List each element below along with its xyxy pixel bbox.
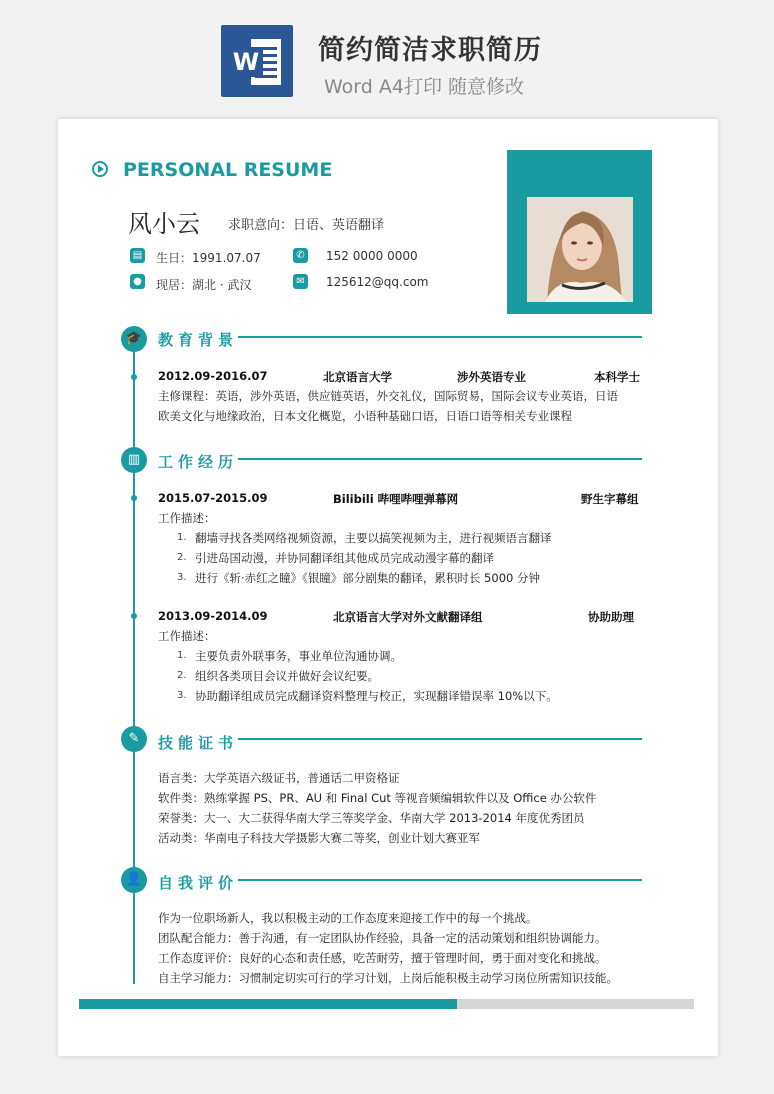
job-2-item-1: 主要负责外联事务，事业单位沟通协调。 bbox=[195, 649, 402, 663]
education-degree: 本科学士 bbox=[594, 370, 640, 384]
job-2-item-2: 组织各类项目会议并做好会议纪要。 bbox=[195, 669, 379, 683]
job-2-desc-label: 工作描述： bbox=[158, 629, 216, 643]
location-pin-icon: ● bbox=[130, 274, 145, 289]
banner-subtitle: Word A4打印 随意修改 bbox=[324, 76, 525, 98]
skills-line-1: 语言类：大学英语六级证书，普通话二甲资格证 bbox=[158, 771, 400, 785]
calendar-icon: ▤ bbox=[130, 248, 145, 263]
person-icon: 👤 bbox=[121, 867, 147, 893]
work-title: 工作经历 bbox=[158, 453, 239, 471]
graduation-cap-icon: 🎓 bbox=[121, 326, 147, 352]
play-circle-icon bbox=[92, 161, 108, 177]
job-1-item-1-num: 1. bbox=[177, 532, 187, 543]
education-title: 教育背景 bbox=[158, 331, 239, 349]
timeline-dot bbox=[131, 374, 137, 380]
job-2-item-3-num: 3. bbox=[177, 690, 187, 701]
word-logo-letter: W bbox=[229, 47, 263, 77]
resume-title: PERSONAL RESUME bbox=[123, 159, 333, 181]
banner-title: 简约简洁求职简历 bbox=[318, 35, 542, 66]
mouse-icon: ✎ bbox=[121, 726, 147, 752]
job-2-date: 2013.09-2014.09 bbox=[158, 609, 268, 623]
self-line-1: 作为一位职场新人，我以积极主动的工作态度来迎接工作中的每一个挑战。 bbox=[158, 911, 538, 925]
self-line-3: 工作态度评价：良好的心态和责任感，吃苦耐劳，擅于管理时间，勇于面对变化和挑战。 bbox=[158, 951, 607, 965]
skills-line-4: 活动类：华南电子科技大学摄影大赛二等奖，创业计划大赛亚军 bbox=[158, 831, 480, 845]
job-1-desc-label: 工作描述： bbox=[158, 511, 216, 525]
resume-page bbox=[58, 119, 718, 1056]
job-intention: 求职意向：日语、英语翻译 bbox=[228, 218, 385, 233]
email-address: 125612@qq.com bbox=[326, 275, 429, 289]
candidate-name: 风小云 bbox=[128, 210, 200, 238]
timeline-dot bbox=[131, 495, 137, 501]
education-school: 北京语言大学 bbox=[323, 370, 392, 384]
job-1-role: 野生字幕组 bbox=[581, 492, 639, 506]
banner bbox=[0, 0, 774, 115]
education-divider bbox=[238, 336, 642, 338]
skills-title: 技能证书 bbox=[158, 734, 239, 752]
profile-photo bbox=[527, 197, 633, 302]
job-2-item-2-num: 2. bbox=[177, 670, 187, 681]
job-1-date: 2015.07-2015.09 bbox=[158, 491, 268, 505]
work-divider bbox=[238, 458, 642, 460]
self-divider bbox=[238, 879, 642, 881]
word-logo-icon bbox=[221, 25, 293, 97]
job-1-item-1: 翻墙寻找各类网络视频资源，主要以搞笑视频为主，进行视频语言翻译 bbox=[195, 531, 552, 545]
job-2-role: 协助助理 bbox=[588, 610, 634, 624]
timeline-dot bbox=[131, 613, 137, 619]
job-1-item-2: 引进岛国动漫，并协同翻译组其他成员完成动漫字幕的翻译 bbox=[195, 551, 494, 565]
education-date: 2012.09-2016.07 bbox=[158, 369, 268, 383]
bar-chart-icon: ▥ bbox=[121, 447, 147, 473]
job-1-item-2-num: 2. bbox=[177, 552, 187, 563]
footer-bar-accent bbox=[79, 999, 457, 1009]
job-2-item-1-num: 1. bbox=[177, 650, 187, 661]
job-1-company: Bilibili 哔哩哔哩弹幕网 bbox=[333, 492, 459, 506]
birth-date: 生日：1991.07.07 bbox=[156, 251, 261, 265]
mail-icon: ✉ bbox=[293, 274, 308, 289]
current-location: 现居：湖北 · 武汉 bbox=[156, 278, 252, 292]
self-title: 自我评价 bbox=[158, 874, 239, 892]
job-2-item-3: 协助翻译组成员完成翻译资料整理与校正，实现翻译错误率 10%以下。 bbox=[195, 689, 558, 703]
phone-icon: ✆ bbox=[293, 248, 308, 263]
education-major: 涉外英语专业 bbox=[457, 370, 526, 384]
job-1-item-3: 进行《斩·赤红之瞳》《银瞳》部分剧集的翻译，累积时长 5000 分钟 bbox=[195, 571, 540, 585]
job-1-item-3-num: 3. bbox=[177, 572, 187, 583]
skills-divider bbox=[238, 738, 642, 740]
job-2-company: 北京语言大学对外文献翻译组 bbox=[333, 610, 483, 624]
self-line-2: 团队配合能力：善于沟通，有一定团队协作经验，具备一定的活动策划和组织协调能力。 bbox=[158, 931, 607, 945]
skills-line-2: 软件类：熟练掌握 PS、PR、AU 和 Final Cut 等视音频编辑软件以及 Office 办公软件 bbox=[158, 791, 597, 805]
education-courses-2: 欧美文化与地缘政治，日本文化概览，小语种基础口语，日语口语等相关专业课程 bbox=[158, 409, 572, 423]
education-courses-1: 主修课程：英语，涉外英语，供应链英语，外交礼仪，国际贸易，国际会议专业英语，日语 bbox=[158, 389, 618, 403]
phone-number: 152 0000 0000 bbox=[326, 249, 418, 263]
skills-line-3: 荣誉类：大一、大二获得华南大学三等奖学金、华南大学 2013-2014 年度优秀团员 bbox=[158, 811, 585, 825]
footer-bar-grey bbox=[457, 999, 694, 1009]
self-line-4: 自主学习能力：习惯制定切实可行的学习计划，上岗后能积极主动学习岗位所需知识技能。 bbox=[158, 971, 618, 985]
